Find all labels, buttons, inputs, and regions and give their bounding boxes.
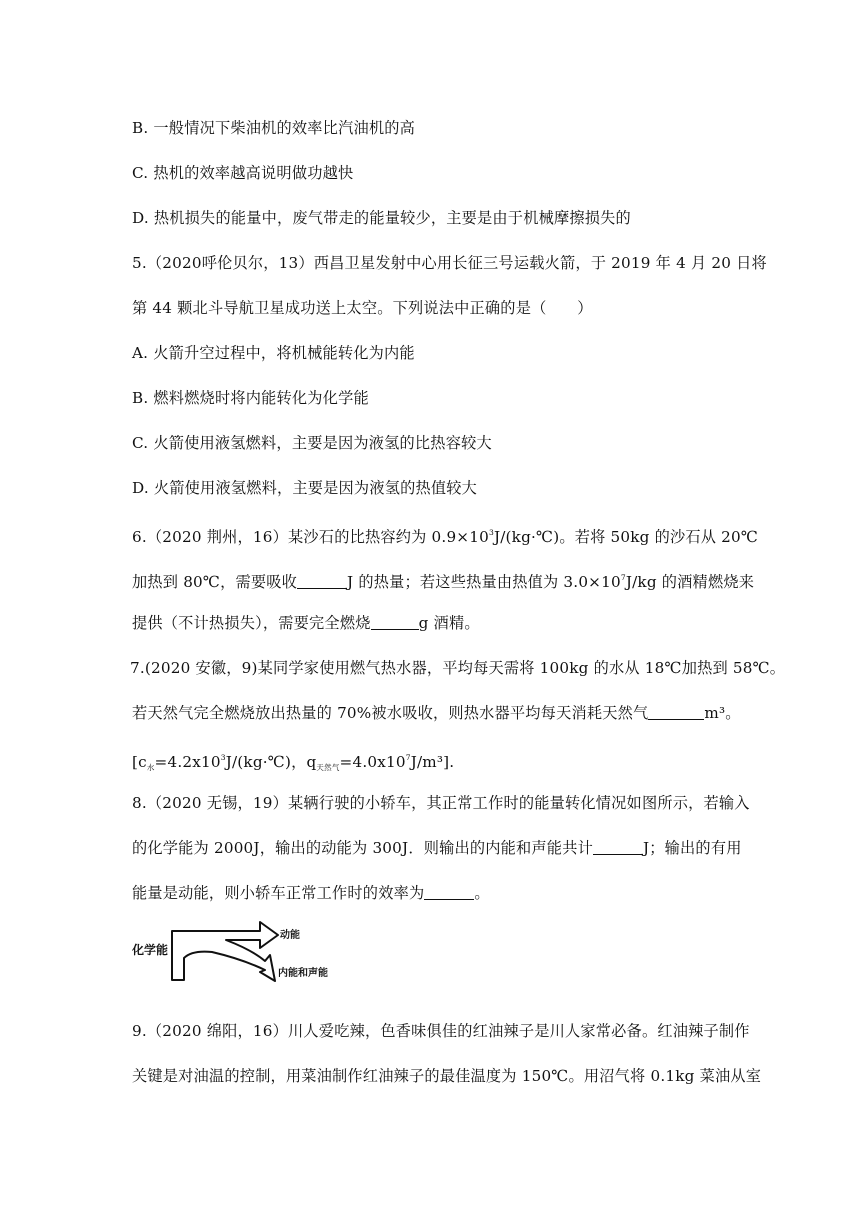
q6-text: J/kg 的酒精燃烧来: [625, 573, 755, 591]
q8-text: 的化学能为 2000J，输出的动能为 300J．则输出的内能和声能共计: [132, 839, 593, 857]
q6-exponent: 7: [620, 573, 626, 582]
q7-text: [c: [132, 753, 147, 771]
q8-line3: [132, 883, 490, 903]
q6-text: g 酒精。: [418, 614, 480, 632]
q8-text: 。: [474, 884, 490, 902]
energy-arrow: [172, 922, 278, 981]
answer-blank[interactable]: [297, 574, 347, 589]
q4-option-b: B. 一般情况下柴油机的效率比汽油机的高: [132, 119, 416, 137]
q7-text: J/(kg·℃)，q: [225, 753, 317, 771]
q7-text: m³。: [704, 704, 741, 722]
q7-line3: [132, 748, 454, 778]
q5-option-c: C. 火箭使用液氢燃料，主要是因为液氢的比热容较大: [132, 434, 492, 452]
q5-option-d: D. 火箭使用液氢燃料，主要是因为液氢的热值较大: [132, 479, 478, 497]
q8-line2: [132, 838, 742, 858]
q8-line1: 8.（2020 无锡，19）某辆行驶的小轿车，其正常工作时的能量转化情况如图所示，若输入: [132, 794, 750, 812]
q6-text: 加热到 80℃，需要吸收: [132, 573, 298, 591]
answer-blank[interactable]: [371, 615, 419, 630]
q7-text: J/m³].: [410, 753, 455, 771]
answer-blank[interactable]: [648, 705, 704, 720]
q8-text: J；输出的有用: [642, 839, 742, 857]
answer-blank[interactable]: [424, 885, 474, 900]
q7-subscript: 天然气: [316, 763, 340, 772]
q6-text: 6.（2020 荆州，16）某沙石的比热容约为 0.9×10: [132, 528, 489, 546]
q6-text: 提供（不计热损失），需要完全燃烧: [132, 614, 371, 632]
q6-line3: [132, 613, 480, 633]
q7-subscript: 水: [146, 763, 155, 772]
q5-option-b: B. 燃料燃烧时将内能转化为化学能: [132, 389, 369, 407]
q6-text: J/(kg·℃)。若将 50kg 的沙石从 20℃: [493, 528, 759, 546]
q9-line1: 9.（2020 绵阳，16）川人爱吃辣，色香味俱佳的红油辣子是川人家常必备。红油辣子制作: [132, 1022, 750, 1040]
q6-text: J 的热量；若这些热量由热值为 3.0×10: [347, 573, 621, 591]
q9-line2: 关键是对油温的控制，用菜油制作红油辣子的最佳温度为 150℃。用沼气将 0.1kg 菜油从室: [132, 1067, 762, 1085]
q7-text: =4.2x10: [154, 753, 221, 771]
q6-line1: [132, 523, 758, 547]
q5-stem-line1: 5.（2020呼伦贝尔，13）西昌卫星发射中心用长征三号运载火箭，于 2019 年 4 月 20 日将: [132, 254, 767, 272]
output-kinetic-label: 动能: [280, 930, 300, 941]
q4-option-d: D. 热机损失的能量中，废气带走的能量较少，主要是由于机械摩擦损失的: [132, 209, 631, 227]
q7-line2: [132, 703, 741, 723]
answer-blank[interactable]: [593, 840, 643, 855]
input-energy-label: 化学能: [132, 943, 169, 957]
q6-line2: [132, 568, 754, 592]
q5-option-a: A. 火箭升空过程中，将机械能转化为内能: [132, 344, 415, 362]
q6-exponent: 3: [488, 528, 494, 537]
q4-option-c: C. 热机的效率越高说明做功越快: [132, 164, 354, 182]
q7-text: =4.0x10: [339, 753, 406, 771]
q7-text: 若天然气完全燃烧放出热量的 70%被水吸收，则热水器平均每天消耗天然气: [132, 704, 649, 722]
q8-text: 能量是动能，则小轿车正常工作时的效率为: [132, 884, 425, 902]
q7-line1: 7.(2020 安徽，9)某同学家使用燃气热水器，平均每天需将 100kg 的水从 18℃加热到 58℃。: [130, 659, 786, 677]
q7-exponent: 7: [405, 753, 411, 762]
q7-exponent: 3: [220, 753, 226, 762]
q5-stem-line2: 第 44 颗北斗导航卫星成功送上太空。下列说法中正确的是（ ）: [132, 299, 593, 317]
output-heat-sound-label: 内能和声能: [278, 968, 328, 979]
energy-flow-diagram: [132, 920, 347, 1000]
